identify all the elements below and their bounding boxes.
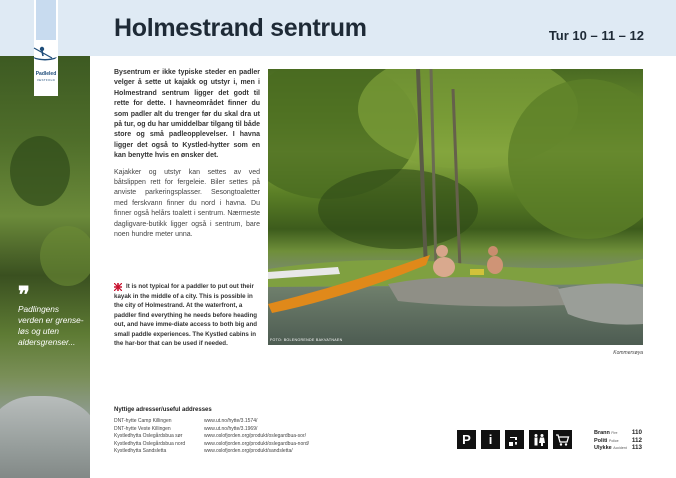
rock-shape	[0, 396, 90, 478]
address-name: Kystledhytta Sandsletta	[114, 448, 167, 455]
emergency-label: Ulykke	[594, 445, 612, 451]
addresses-list	[114, 418, 309, 456]
emergency-label-en: Fire	[611, 431, 618, 435]
list-item	[114, 418, 309, 426]
address-name: Kystledhytta Oslegårdsbua sør	[114, 433, 183, 440]
quote-mark-icon: ❞	[18, 282, 30, 307]
tour-numbers: Tur 10 – 11 – 12	[548, 28, 644, 43]
details-paragraph: Kajakker og utstyr kan settes av ved båtslippen rett for fergeleie. Biler settes på anviste parkeringsplasser. Sesongtoaletter med ferskvann finner du nord i havna. Du finner også helårs toalett i sentrum. Nærmeste dagligvare-butikk ligger også i sentrum, bare noen hundre meter unna.	[114, 168, 260, 239]
list-item	[114, 433, 309, 441]
english-paragraph: It is not typical for a paddler to put out their kayak in the middle of a city. This is possible in the city of Holmestrand. At the waterfront, a paddler find everything he needs before heading out, and have imme-diate access to both big and small paddle experiences. The Kystled cabins in the har-bor that can be used if needed.	[114, 283, 258, 347]
emergency-numbers	[594, 429, 642, 452]
emergency-label-en: Accident	[613, 446, 627, 450]
addresses-heading: Nyttige adresser/useful addresses	[114, 407, 212, 413]
emergency-number: 110	[631, 429, 642, 436]
emergency-number: 113	[631, 444, 642, 451]
emergency-number: 112	[631, 436, 642, 444]
photo-caption: Kommersøya	[613, 350, 643, 356]
facility-icons	[457, 430, 572, 449]
main-photo	[268, 69, 643, 345]
address-url[interactable]: www.oslofjorden.org/produkt/oslegardbua-nord/	[204, 440, 310, 447]
address-name: Kystledhytta Oslegårdsbua nord	[114, 440, 186, 447]
shop-cart-icon	[553, 430, 572, 449]
water-tap-icon	[505, 430, 524, 449]
info-icon: i	[481, 430, 500, 449]
address-name: DNT-hytte Camp Killingen	[114, 418, 172, 424]
left-side-photo	[0, 56, 90, 478]
english-summary	[114, 282, 262, 349]
kayak-logo-icon	[30, 44, 60, 64]
address-url[interactable]: www.ut.no/hytte/3.1574/	[204, 418, 258, 424]
emergency-label-en: Police	[608, 438, 619, 443]
address-url[interactable]: www.oslofjorden.org/produkt/oslegardbua-sor/	[204, 433, 306, 440]
emergency-label: Brann	[594, 430, 610, 436]
emergency-row	[594, 444, 642, 452]
page-title: Holmestrand sentrum	[114, 14, 367, 42]
list-item	[114, 441, 309, 449]
foliage-shape	[10, 136, 70, 206]
photo-credit: FOTO: BOLENGRENDE BAKVATNAEN	[270, 338, 343, 342]
address-name: DNT-hytte Veste Killingen	[114, 425, 171, 432]
body-text-column	[114, 68, 260, 241]
intro-paragraph: Bysentrum er ikke typiske steder en padler velger å sette ut kajakk og utstyr i, men i Holmestrand sentrum ligger det godt til rette for dette. I havneområdet finner du som padler alt du trenger før du skal dra ut på tur, og du har umiddelbar tilgang til både store og små padleopplevelser. I havna ligger det også to Kystled-hytter som en kan benytte hvis en ønsker det.	[114, 69, 260, 160]
list-item	[114, 448, 309, 456]
pull-quote: Padlingens verden er grense-løs og uten aldersgrenser...	[18, 304, 84, 347]
uk-flag-icon	[114, 283, 122, 291]
parking-icon: P	[457, 430, 476, 449]
photo-scene	[268, 69, 643, 345]
logo-sublabel: VESTFOLD	[36, 78, 56, 82]
toilet-icon	[529, 430, 548, 449]
logo-label: Padleled	[35, 71, 57, 77]
emergency-label: Politi	[594, 437, 608, 444]
logo-color-bar	[36, 0, 56, 40]
emergency-row	[594, 429, 642, 437]
address-url[interactable]: www.ut.no/hytte/3.1969/	[204, 425, 258, 432]
foliage-shape	[40, 226, 90, 286]
emergency-row	[594, 437, 642, 445]
address-url[interactable]: www.oslofjorden.org/produkt/sandsletta/	[204, 448, 293, 455]
